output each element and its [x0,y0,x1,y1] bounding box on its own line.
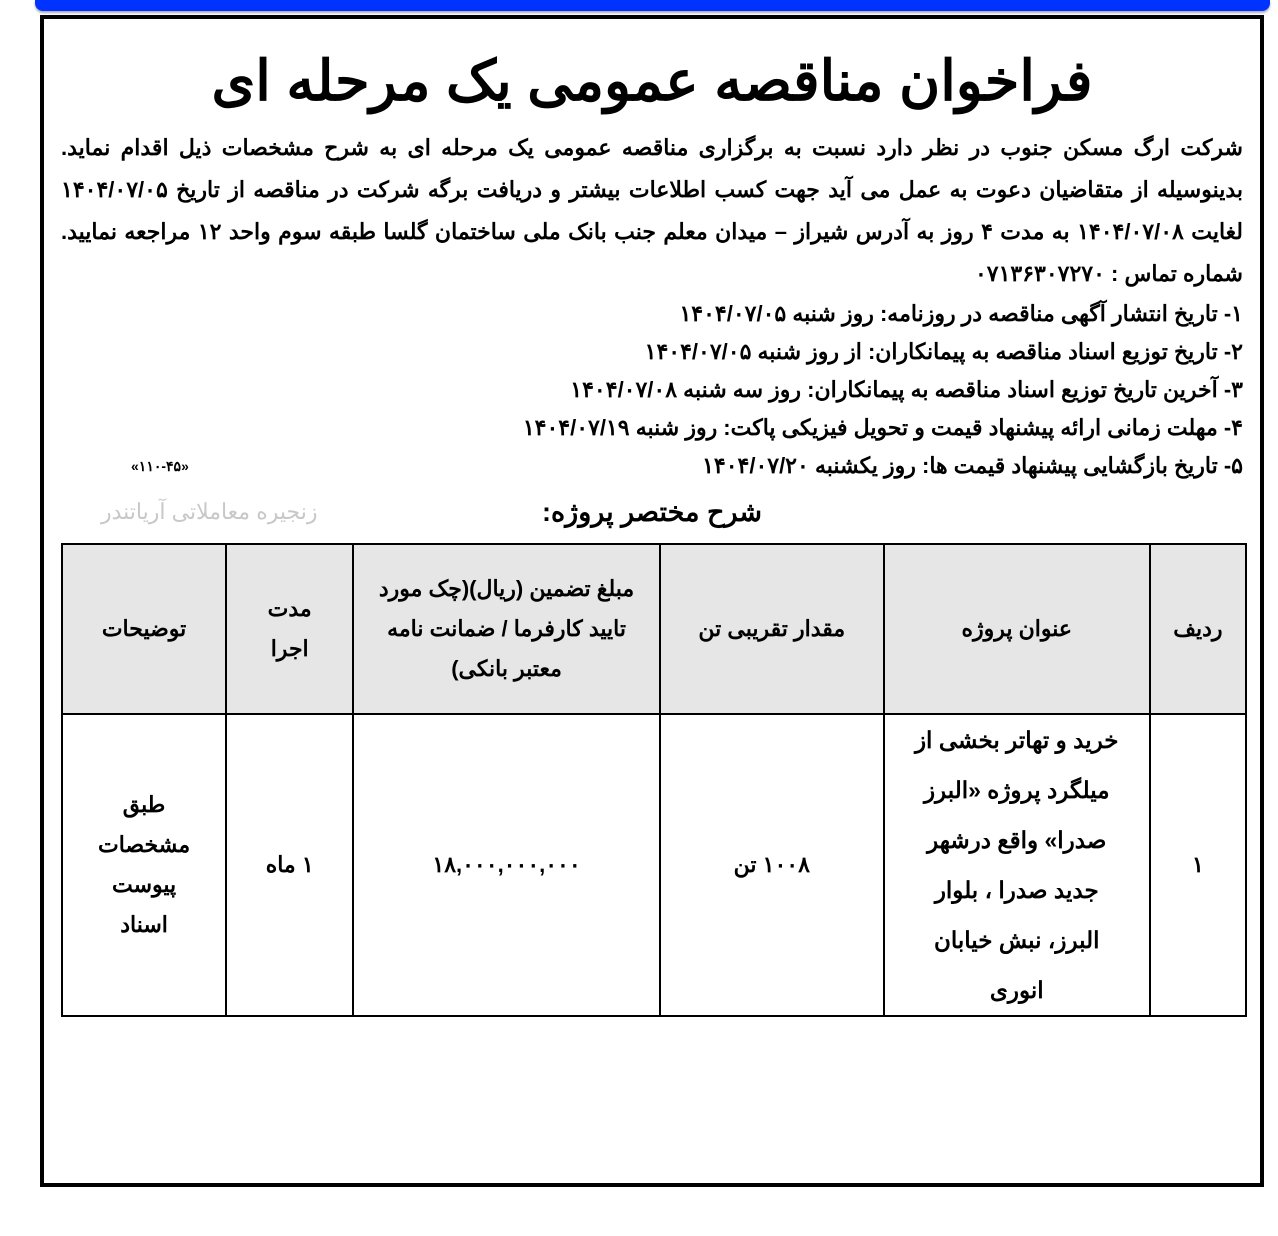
schedule-item: ۴- مهلت زمانی ارائه پیشنهاد قیمت و تحویل فیزیکی پاکت: روز شنبه ۱۴۰۴/۰۷/۱۹ [522,415,1243,440]
table-header-row [62,544,1246,714]
schedule-item: ۳- آخرین تاریخ توزیع اسناد مناقصه به پیمانکاران: روز سه شنبه ۱۴۰۴/۰۷/۰۸ [570,377,1243,402]
schedule-item: ۵- تاریخ بازگشایی پیشنهاد قیمت ها: روز یکشنبه ۱۴۰۴/۰۷/۲۰ [702,453,1243,478]
cell-project-title: خرید و تهاتر بخشی از میلگرد پروژه «البرز صدرا» واقع درشهر جدید صدرا ، بلوار البرز، نبش خیابان انوری [884,714,1150,1016]
cell-description: طبق مشخصات پیوست اسناد [62,714,226,1016]
cell-duration: ۱ ماه [226,714,353,1016]
section-title-row [61,489,1243,535]
notice-intro: شرکت ارگ مسکن جنوب در نظر دارد نسبت به برگزاری مناقصه عمومی یک مرحله ای به شرح مشخصات ذیل اقدام نماید. بدینوسیله از متقاضیان دعوت به عمل می آید جهت کسب اطلاعات بیشتر و دریافت برگه شرکت در مناقصه از تاریخ ۱۴۰۴/۰۷/۰۵ لغایت ۱۴۰۴/۰۷/۰۸ به مدت ۴ روز به آدرس شیراز – میدان معلم جنب بانک ملی ساختمان گلسا طبقه سوم واحد ۱۲ مراجعه نمایید. شماره تماس : ۰۷۱۳۶۳۰۷۲۷۰ [61,135,1243,286]
header-guarantee: مبلغ تضمین (ریال)(چک مورد تایید کارفرما / ضمانت نامه معتبر بانکی) [353,544,660,714]
top-bar [35,0,1270,11]
header-project-title: عنوان پروژه [884,544,1150,714]
project-table [61,543,1247,1017]
cell-guarantee: ۱۸,۰۰۰,۰۰۰,۰۰۰ [353,714,660,1016]
notice-code: «۱۱۰-۴۵» [131,458,189,474]
schedule-list [61,295,1243,485]
table-row [62,714,1246,1016]
notice-frame [40,15,1264,1187]
section-title: شرح مختصر پروژه: [542,497,762,527]
header-quantity: مقدار تقریبی تن [660,544,884,714]
cell-quantity: ۱۰۰۸ تن [660,714,884,1016]
schedule-item-row [61,447,1243,485]
watermark-tagline: زنجیره معاملاتی آریاتندر [101,499,318,524]
header-row-number: ردیف [1150,544,1246,714]
schedule-item: ۱- تاریخ انتشار آگهی مناقصه در روزنامه: روز شنبه ۱۴۰۴/۰۷/۰۵ [679,301,1243,326]
header-description: توضیحات [62,544,226,714]
schedule-item: ۲- تاریخ توزیع اسناد مناقصه به پیمانکاران: از روز شنبه ۱۴۰۴/۰۷/۰۵ [644,339,1243,364]
header-duration: مدت اجرا [226,544,353,714]
cell-row-number: ۱ [1150,714,1246,1016]
notice-title: فراخوان مناقصه عمومی یک مرحله ای [211,49,1093,112]
